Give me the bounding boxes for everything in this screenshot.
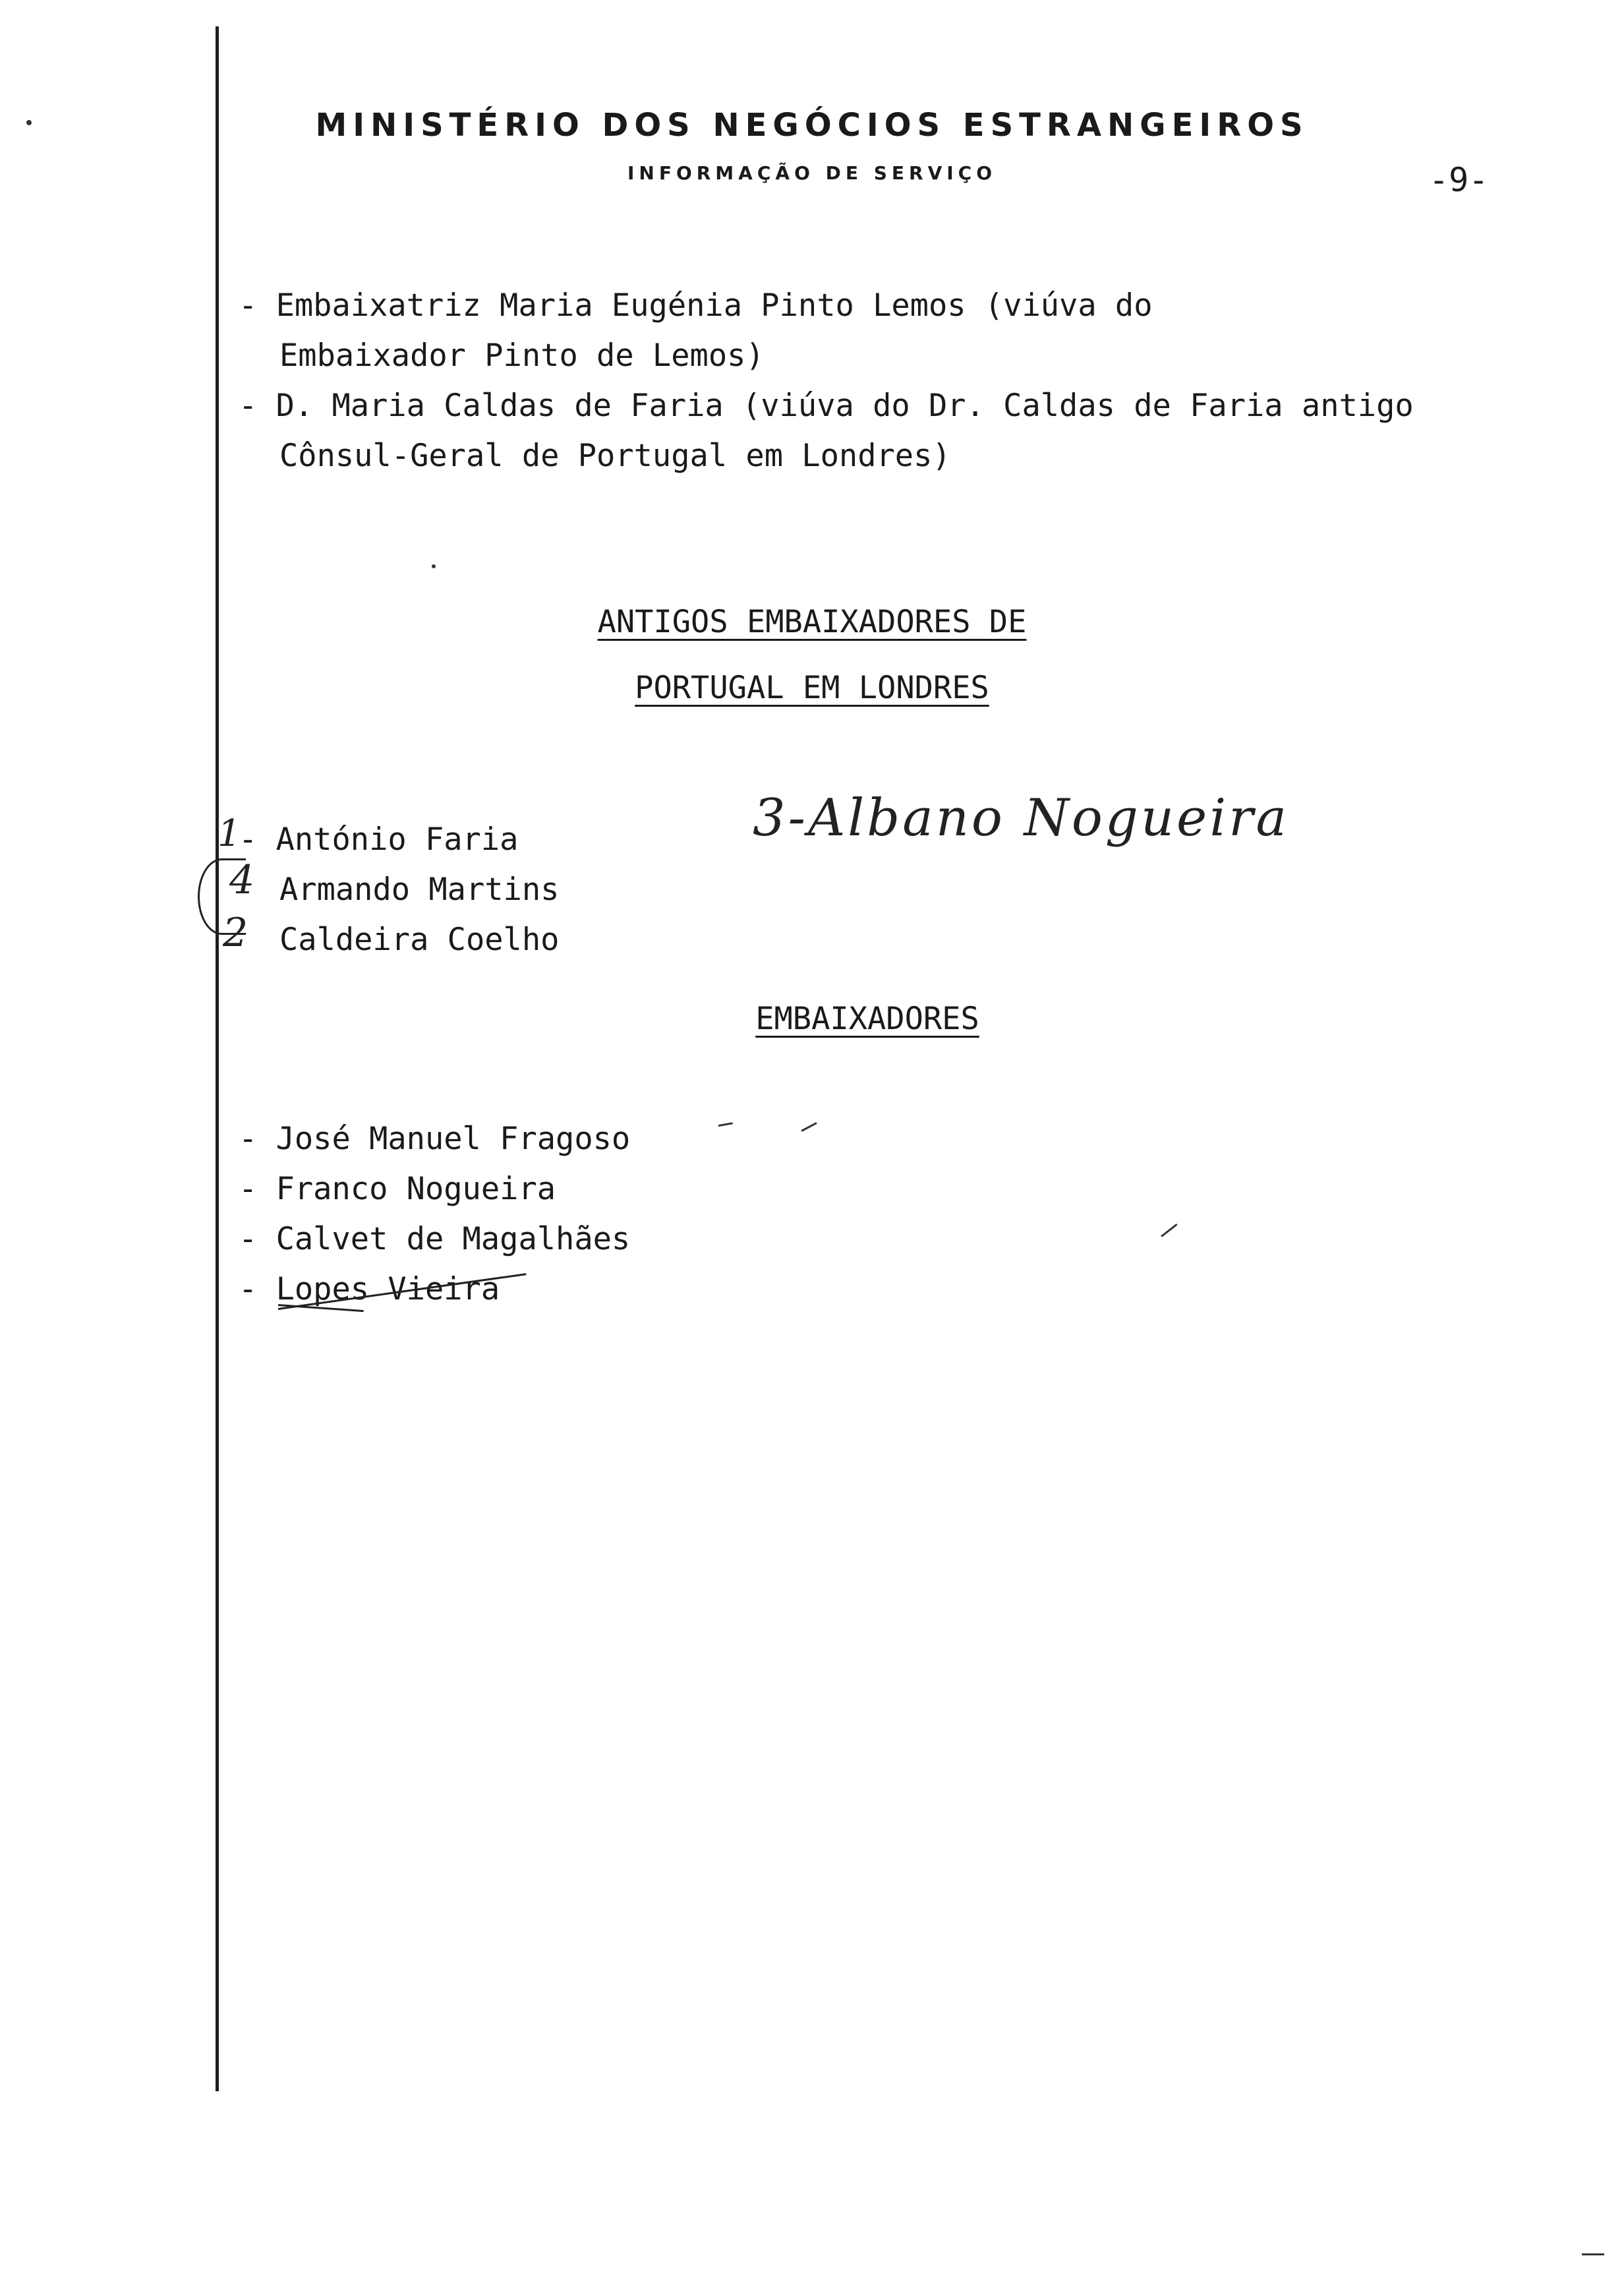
former-ambassadors-heading-line2: PORTUGAL EM LONDRES bbox=[635, 670, 989, 706]
stray-dot bbox=[26, 120, 32, 125]
former-ambassadors-heading-line1: ANTIGOS EMBAIXADORES DE bbox=[597, 604, 1027, 640]
document-subtitle: INFORMAÇÃO DE SERVIÇO bbox=[627, 162, 997, 184]
stray-tick bbox=[1582, 2253, 1604, 2255]
handwritten-number-1: 1 bbox=[218, 812, 241, 855]
ambassador-4: - Lopes Vieira bbox=[239, 1271, 500, 1307]
ministry-title: MINISTÉRIO DOS NEGÓCIOS ESTRANGEIROS bbox=[315, 107, 1309, 144]
ambassador-2: - Franco Nogueira bbox=[239, 1171, 556, 1207]
ambassador-1: - José Manuel Fragoso bbox=[239, 1121, 631, 1157]
intro-item-1-line1: - Embaixatriz Maria Eugénia Pinto Lemos (viúva do bbox=[239, 287, 1153, 324]
stray-tick bbox=[801, 1122, 817, 1132]
former-ambassador-3: Caldeira Coelho bbox=[279, 922, 560, 958]
handwritten-annotation: 3-Albano Nogueira bbox=[753, 788, 1289, 848]
page-number: -9- bbox=[1429, 161, 1489, 199]
former-ambassador-1: - António Faria bbox=[239, 821, 519, 858]
stray-tick bbox=[718, 1122, 733, 1127]
intro-item-2-line2: Cônsul-Geral de Portugal em Londres) bbox=[279, 438, 951, 474]
intro-item-1-line2: Embaixador Pinto de Lemos) bbox=[279, 338, 765, 374]
former-ambassador-2: Armando Martins bbox=[279, 872, 560, 908]
intro-item-2-line1: - D. Maria Caldas de Faria (viúva do Dr. Caldas de Faria antigo bbox=[239, 388, 1414, 424]
ambassadors-heading: EMBAIXADORES bbox=[755, 1001, 979, 1037]
stray-tick bbox=[1161, 1224, 1177, 1237]
handwritten-number-4: 4 bbox=[229, 857, 255, 903]
left-margin-rule bbox=[216, 26, 219, 2091]
ambassador-3: - Calvet de Magalhães bbox=[239, 1221, 631, 1257]
handwritten-number-2: 2 bbox=[223, 910, 248, 956]
stray-dot bbox=[432, 564, 436, 568]
